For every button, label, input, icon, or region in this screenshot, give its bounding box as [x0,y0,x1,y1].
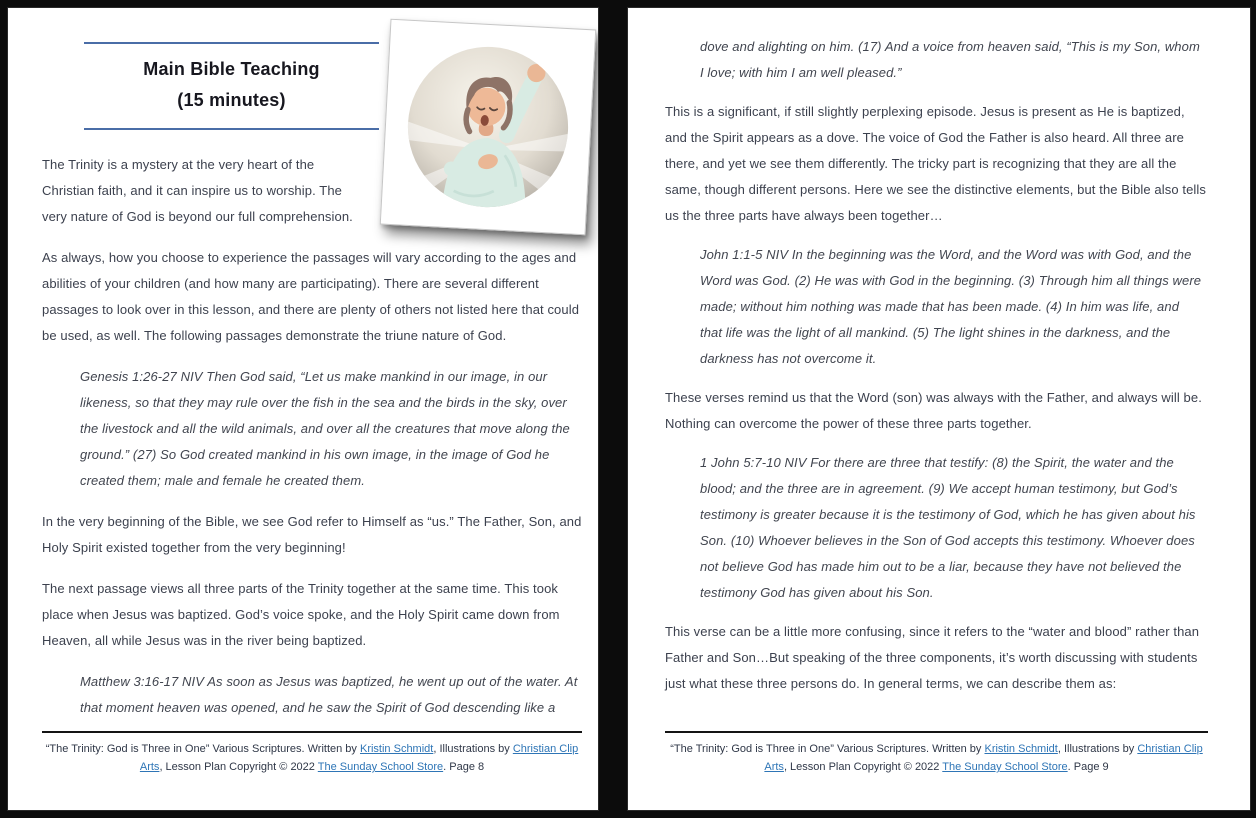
store-link[interactable]: The Sunday School Store [317,761,444,773]
footer-text: , Illustrations by [433,743,513,755]
page-footer [42,731,582,776]
scripture-quote-matthew-continued: dove and alighting on him. (17) And a voice from heaven said, “This is my Son, whom I love; with him I am well pleased.” [700,39,1200,80]
paragraph-word-with-father: These verses remind us that the Word (son) was always with the Father, and always will be. Nothing can overcome the power of these three parts together. [665,390,1202,431]
section-title: Main Bible Teaching [143,59,320,79]
worship-photo-frame [380,19,596,235]
paragraph-water-and-blood: This verse can be a little more confusing, since it refers to the “water and blood” rather than Father and Son…But speaking of the three components, it’s worth discussing with students just what these three persons do. In general terms, we can describe them as: [665,624,1200,691]
illustrator-link[interactable]: Christian Clip Arts [139,743,579,773]
section-title-block [84,42,379,130]
paragraph-significant-episode: This is a significant, if still slightly perplexing episode. Jesus is present as He is baptized, and the Spirit appears as a dove. The voice of God the Father is also heard. All three are there, and yet we see them differently. The tricky part is recognizing that they are all the same, though different persons. Here we see the distinctive elements, but the Bible also tells us the three parts have always been together… [665,104,1207,223]
scripture-quote-genesis: Genesis 1:26-27 NIV Then God said, “Let us make mankind in our image, in our likeness, so that they may rule over the fish in the sea and the birds in the sky, over the livestock and all the wild animals, and over all the creatures that move along the ground.” (27) So God created mankind in his own image, in the image of God he created them; male and female he created them. [80,369,570,488]
worship-illustration [392,31,583,222]
footer-text: , Lesson Plan Copyright © 2022 [159,761,318,773]
page-9-content [628,8,1250,697]
scripture-quote-1john: 1 John 5:7-10 NIV For there are three that testify: (8) the Spirit, the water and the blood; and the three are in agreement. (9) We accept human testimony, but God’s testimony is greater because it is the testimony of God, which he has given about his Son. (10) Whoever believes in the Son of God accepts this testimony. Whoever does not believe God has made him out to be a liar, because they have not believed the testimony God has given about his Son. [700,455,1196,600]
section-title-duration: (15 minutes) [177,90,286,110]
footer-page-number: . Page 9 [1067,761,1109,773]
paragraph-baptism-intro: The next passage views all three parts of the Trinity together at the same time. This took place when Jesus was baptized. God’s voice spoke, and the Holy Spirit came down from Heaven, all while Jesus was in the river being baptized. [42,581,560,648]
page-8 [8,8,598,810]
store-link[interactable]: The Sunday School Store [942,761,1068,773]
footer-text: , Lesson Plan Copyright © 2022 [783,761,943,773]
illustrator-link[interactable]: Christian Clip Arts [764,743,1203,773]
author-link[interactable]: Kristin Schmidt [984,743,1058,755]
paragraph-passage-guidance: As always, how you choose to experience the passages will vary according to the ages and abilities of your children (and how many are participating). There are several different passages to look over in this lesson, and there are plenty of others not listed here that could be used, as well. The following passages demonstrate the triune nature of God. [42,250,580,343]
page-9 [628,8,1250,810]
footer-page-number: . Page 8 [443,761,485,773]
author-link[interactable]: Kristin Schmidt [359,743,434,755]
footer-text: “The Trinity: God is Three in One” Various Scriptures. Written by [45,743,360,755]
scripture-quote-john: John 1:1-5 NIV In the beginning was the Word, and the Word was with God, and the Word was God. (2) He was with God in the beginning. (3) Through him all things were made; without him nothing was made that has been made. (4) In him was life, and that life was the light of all mankind. (5) The light shines in the darkness, and the darkness has not overcome it. [700,247,1202,366]
scripture-quote-matthew: Matthew 3:16-17 NIV As soon as Jesus was baptized, he went up out of the water. At that moment heaven was opened, and he saw the Spirit of God descending like a [80,674,578,715]
footer-text: “The Trinity: God is Three in One” Various Scriptures. Written by [670,743,985,755]
footer-text: , Illustrations by [1057,743,1138,755]
paragraph-trinity-intro: The Trinity is a mystery at the very heart of the Christian faith, and it can inspire us to worship. The very nature of God is beyond our full comprehension. [42,157,353,224]
paragraph-beginning-us: In the very beginning of the Bible, we see God refer to Himself as “us.” The Father, Son, and Holy Spirit existed together from the very beginning! [42,514,582,555]
page-footer [665,731,1208,776]
